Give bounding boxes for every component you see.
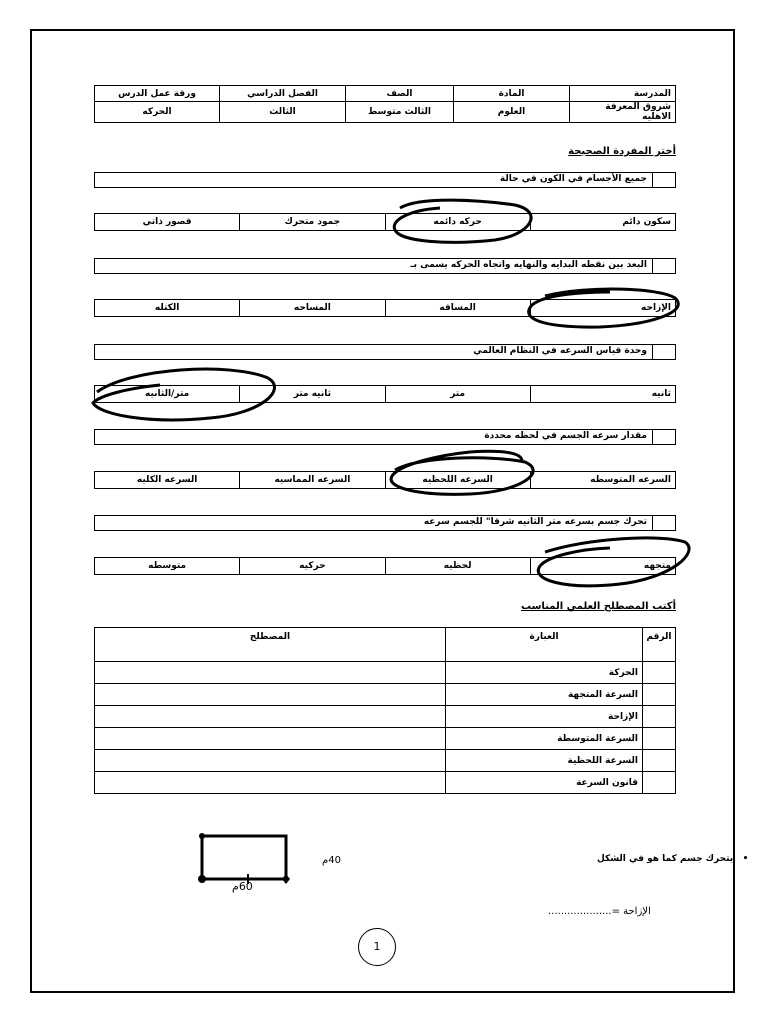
option[interactable]: متجهه xyxy=(530,558,675,575)
header-value-lesson: الحركه xyxy=(95,102,220,123)
option[interactable]: جمود متحرك xyxy=(240,214,385,231)
question-text: تحرك جسم بسرعه متر الثانيه شرقا" للجسم سرعه xyxy=(423,517,647,527)
option[interactable]: السرعه المتوسطه xyxy=(530,472,675,489)
answer-cell[interactable] xyxy=(95,684,446,706)
header-label-grade: الصف xyxy=(346,86,454,102)
section1-title: أختر المفردة الصحيحة xyxy=(568,146,676,157)
option[interactable]: متر/الثانيه xyxy=(95,386,240,403)
option[interactable]: سكون دائم xyxy=(530,214,675,231)
question-5 xyxy=(94,515,676,531)
table-row xyxy=(95,662,676,684)
question-2-options xyxy=(94,299,676,317)
question-4 xyxy=(94,429,676,445)
terms-header-row xyxy=(95,628,676,662)
question-number-cell xyxy=(652,516,675,530)
terms-table xyxy=(94,627,676,794)
header-phrase: العبارة xyxy=(446,628,643,662)
question-number-cell xyxy=(652,345,675,359)
bullet-icon: • xyxy=(733,854,749,864)
phrase-cell: الحركة xyxy=(446,662,643,684)
table-row xyxy=(95,750,676,772)
row-number-cell xyxy=(643,772,676,794)
question-text: جميع الأجسام في الكون في حالة xyxy=(499,174,647,184)
question-1 xyxy=(94,172,676,188)
question-text: البعد بين نقطه البدايه والنهايه واتجاه الحركه يسمى بـ xyxy=(410,260,647,270)
question-1-options xyxy=(94,213,676,231)
header-label-lesson: ورقة عمل الدرس xyxy=(95,86,220,102)
answer-cell[interactable] xyxy=(95,750,446,772)
header-values-row xyxy=(95,102,676,123)
displacement-answer-line[interactable]: الإزاحة =.................... xyxy=(548,906,651,917)
table-row xyxy=(95,728,676,750)
bottom-length-label: 60م xyxy=(232,880,253,893)
option[interactable]: قصور ذاتي xyxy=(95,214,240,231)
option[interactable]: المسافه xyxy=(385,300,530,317)
phrase-cell: السرعة المتوسطة xyxy=(446,728,643,750)
question-number-cell xyxy=(652,259,675,273)
row-number-cell xyxy=(643,728,676,750)
question-text: مقدار سرعه الجسم في لحظه محددة xyxy=(484,431,647,441)
header-labels-row xyxy=(95,86,676,102)
header-term: المصطلح xyxy=(95,628,446,662)
header-label-term: الفصل الدراسي xyxy=(220,86,346,102)
question-3 xyxy=(94,344,676,360)
header-value-school: شروق المعرفة الاهليه xyxy=(570,102,676,123)
bullet-item xyxy=(597,854,748,864)
side-length-label: 40م xyxy=(322,855,341,866)
header-value-term: الثالث xyxy=(220,102,346,123)
option[interactable]: المساحه xyxy=(240,300,385,317)
phrase-cell: قانون السرعة xyxy=(446,772,643,794)
table-row xyxy=(95,706,676,728)
row-number-cell xyxy=(643,750,676,772)
page-number: 1 xyxy=(358,928,396,966)
answer-cell[interactable] xyxy=(95,706,446,728)
option[interactable]: لحظيه xyxy=(385,558,530,575)
question-4-options xyxy=(94,471,676,489)
option[interactable]: ثانيه متر xyxy=(240,386,385,403)
phrase-cell: الإزاحة xyxy=(446,706,643,728)
answer-cell[interactable] xyxy=(95,662,446,684)
question-3-options xyxy=(94,385,676,403)
answer-cell[interactable] xyxy=(95,772,446,794)
question-number-cell xyxy=(652,430,675,444)
option[interactable]: ثانيه xyxy=(530,386,675,403)
header-value-subject: العلوم xyxy=(454,102,570,123)
row-number-cell xyxy=(643,684,676,706)
option[interactable]: السرعه الكليه xyxy=(95,472,240,489)
question-2 xyxy=(94,258,676,274)
phrase-cell: السرعة المتجهة xyxy=(446,684,643,706)
section2-title: أكتب المصطلح العلمي المناسب xyxy=(521,601,676,612)
header-number: الرقم xyxy=(643,628,676,662)
option[interactable]: السرعه المماسيه xyxy=(240,472,385,489)
question-text: وحدة قياس السرعه في النظام العالمي xyxy=(473,346,647,356)
header-label-subject: المادة xyxy=(454,86,570,102)
row-number-cell xyxy=(643,662,676,684)
option[interactable]: حركه دائمه xyxy=(385,214,530,231)
question-number-cell xyxy=(652,173,675,187)
bullet-text: يتحرك جسم كما هو في الشكل xyxy=(597,854,734,864)
table-row xyxy=(95,772,676,794)
option[interactable]: متوسطه xyxy=(95,558,240,575)
header-info-table xyxy=(94,85,676,123)
option[interactable]: متر xyxy=(385,386,530,403)
question-5-options xyxy=(94,557,676,575)
row-number-cell xyxy=(643,706,676,728)
option[interactable]: الكتله xyxy=(95,300,240,317)
phrase-cell: السرعة اللحظية xyxy=(446,750,643,772)
header-value-grade: الثالث متوسط xyxy=(346,102,454,123)
header-label-school: المدرسة xyxy=(570,86,676,102)
option[interactable]: السرعه اللحظيه xyxy=(385,472,530,489)
table-row xyxy=(95,684,676,706)
option[interactable]: الإزاحه xyxy=(530,300,675,317)
answer-cell[interactable] xyxy=(95,728,446,750)
option[interactable]: حركيه xyxy=(240,558,385,575)
